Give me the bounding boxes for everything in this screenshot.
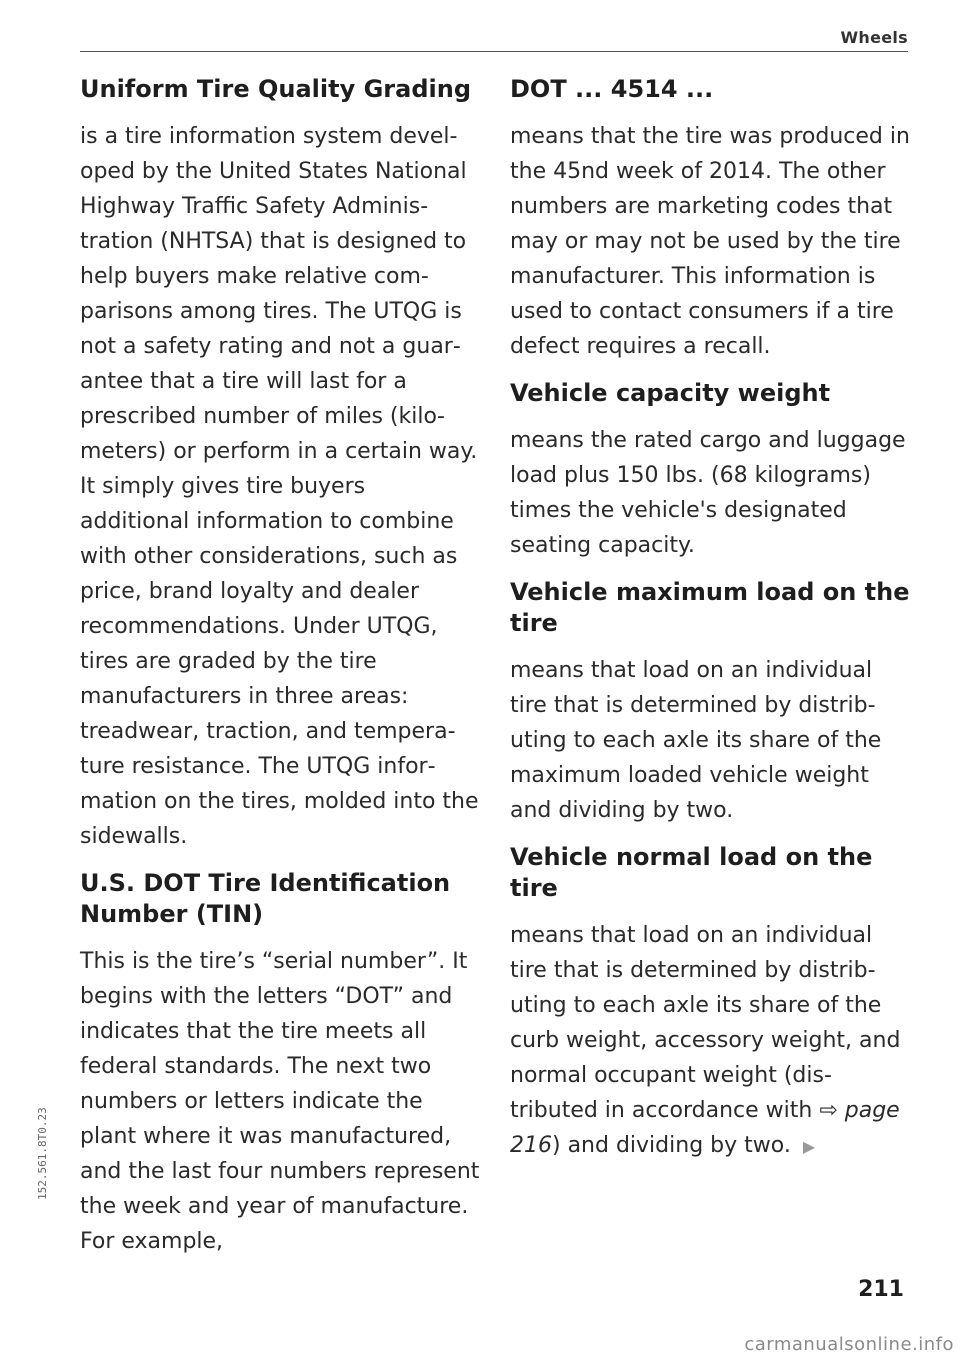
paragraph-max-load: means that load on an individual tire that is determined by distributing to each axle its share of the maximum loaded vehicle weight and dividing by two. [510, 658, 882, 823]
paragraph-dot-tin: This is the tire’s “serial number”. It begins with the letters “DOT” and indicates that the tire meets all federal standards. The next two numbers or letters indicate the plant where it was manufactured, and the last four numbers represent the week and year of manufacture. For example, [80, 949, 480, 1254]
heading-dot-example: DOT ... 4514 ... [510, 75, 714, 103]
header-rule [80, 51, 908, 52]
heading-dot-tin: U.S. DOT Tire Identification Number (TIN) [80, 869, 451, 928]
normal-load-end: ) and dividing by two. [552, 1133, 791, 1158]
normal-load-text: means that load on an individual tire that is determined by distributing to each axle its share of the curb weight, accessory weight, and normal occupant weight (distributed in accordance with [510, 923, 901, 1123]
heading-max-load: Vehicle maximum load on the tire [510, 578, 910, 637]
paragraph-normal-load [510, 918, 910, 1164]
page-216-link[interactable]: ⇨ page 216 [510, 1098, 900, 1158]
section-title: Wheels [840, 28, 908, 47]
heading-capacity-weight: Vehicle capacity weight [510, 379, 831, 407]
side-code: 152.561.8T0.23 [36, 1107, 49, 1200]
heading-utqg: Uniform Tire Quality Grading [80, 75, 472, 103]
paragraph-utqg: is a tire information system developed by the United States National Highway Traffic Safety Administration (NHTSA) that is designed to help buyers make relative comparisons among tires. The UTQG is not a safety rating and not a guarantee that a tire will last for a prescribed number of miles (kilometers) or perform in a certain way. It simply gives tire buyers additional information to combine with other considerations, such as price, brand loyalty and dealer recommendations. Under UTQG, tires are graded by the tire manufacturers in three areas: treadwear, traction, and temperature resistance. The UTQG information on the tires, molded into the sidewalls. [80, 124, 479, 849]
watermark: carmanualsonline.info [744, 1334, 954, 1355]
heading-normal-load: Vehicle normal load on the tire [510, 843, 873, 902]
right-column [510, 74, 910, 1178]
paragraph-capacity-weight: means the rated cargo and luggage load plus 150 lbs. (68 kilograms) times the vehicle's designated seating capacity. [510, 428, 906, 558]
left-column [80, 74, 480, 1273]
paragraph-dot-example: means that the tire was produced in the 45nd week of 2014. The other numbers are marketing codes that may or may not be used by the tire manufacturer. This information is used to contact consumers if a tire defect requires a recall. [510, 124, 910, 359]
page-number: 211 [858, 1277, 904, 1302]
continue-arrow-icon: ▶ [802, 1137, 816, 1156]
